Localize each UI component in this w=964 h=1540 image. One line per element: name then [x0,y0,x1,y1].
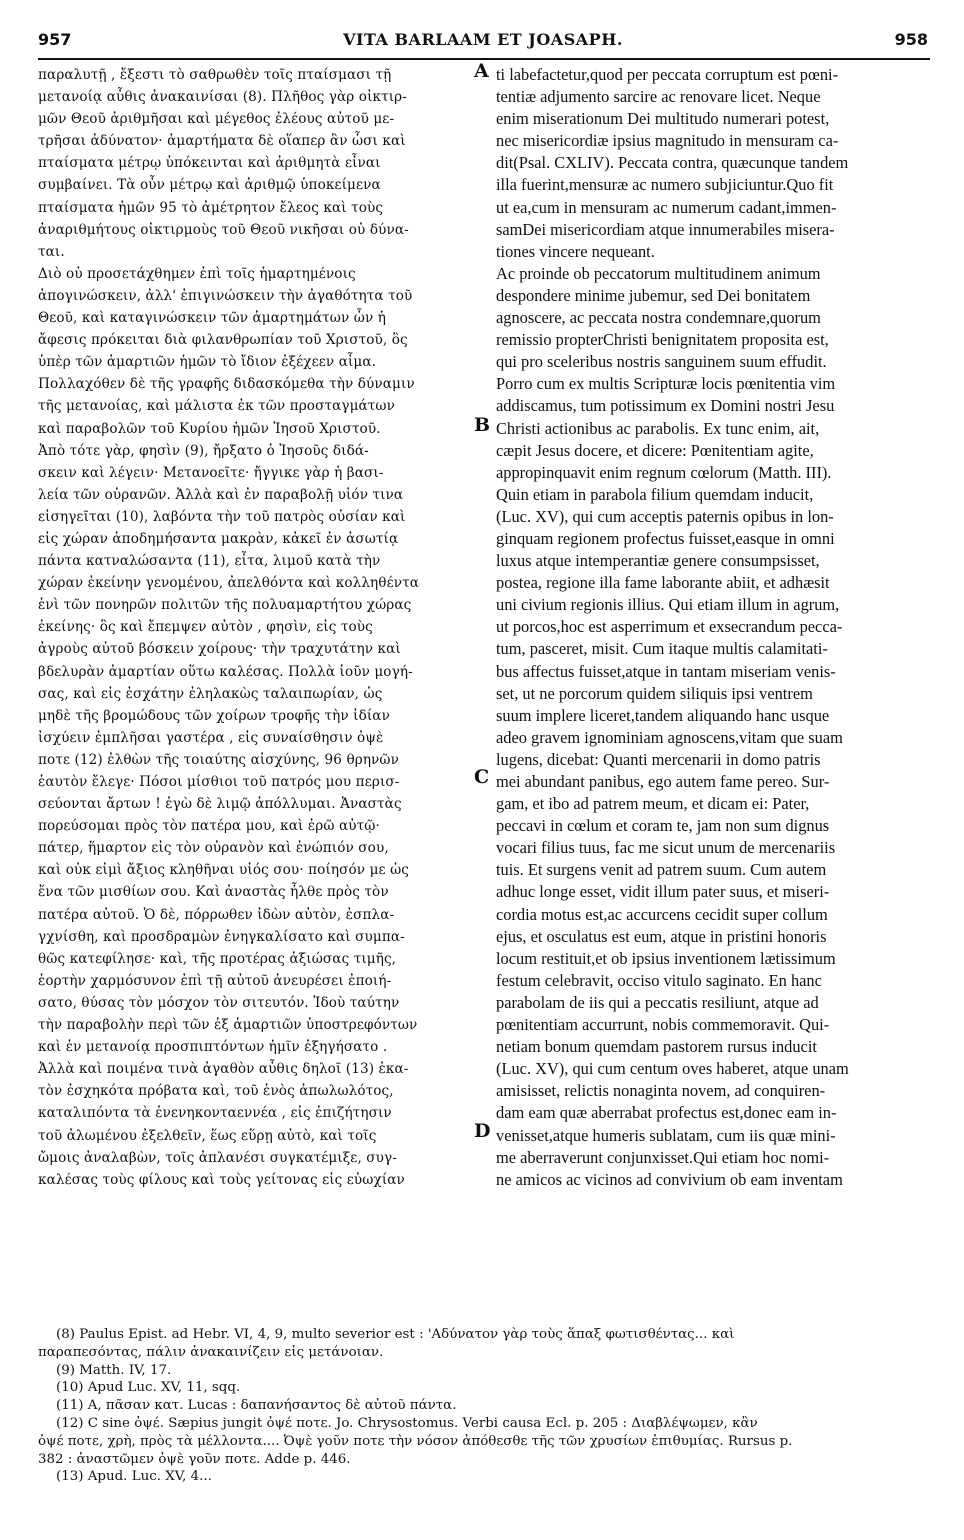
latin-text-line: dit(Psal. CXLIV). Peccata contra, quæcunque tandem [496,153,849,173]
greek-text-line: ἑνὶ τῶν πονηρῶν πολιτῶν τῆς πολυαμαρτήτου χώρας [38,597,412,614]
section-marker-b: B [474,414,491,436]
greek-text-line: τὸν ἐσχηκότα πρόβατα καὶ, τοῦ ἑνὸς ἀπωλωλότος, [38,1083,394,1100]
greek-text-line: τὴν παραβολὴν περὶ τῶν ἐξ ἁμαρτιῶν ὑποστρεφόντων [38,1017,418,1034]
latin-text-line: remissio propterChristi benignitatem proposita est, [496,330,829,350]
greek-text-line: σκειν καὶ λέγειν· Μετανοεῖτε· ἤγγικε γὰρ ἡ βασι- [38,464,384,481]
latin-text-line: locum restituit,et ob ipsius inventionem lætissimum [496,948,836,968]
footnote-line: (13) Apud. Luc. XV, 4... [56,1469,212,1485]
greek-text-line: Διὸ οὐ προσετάχθημεν ἐπὶ τοῖς ἡμαρτημένοις [38,265,356,282]
greek-text-line: θῶς κατεφίλησε· καὶ, τῆς προτέρας ἀξιώσας τιμῆς, [38,950,397,967]
greek-text-line: ὤμοις ἀναλαβὼν, τοῖς ἀπλανέσι συγκατέμιξε, συγ- [38,1149,397,1166]
latin-text-line: amisisset, relictis nonaginta novem, ad conquiren- [496,1081,826,1101]
greek-text-line: ἑορτὴν χαρμόσυνον ἐπὶ τῇ αὐτοῦ ἀνευρέσει ἐποιή- [38,972,392,989]
greek-text-line: ἐκείνης· ὃς καὶ ἔπεμψεν αὐτὸν , φησὶν, εἰς τοὺς [38,619,373,636]
latin-text-line: ti labefactetur,quod per peccata corruptum est pœni- [496,65,839,84]
latin-text-line: suum implere liceret,tandem aliquando hanc usque [496,705,830,725]
latin-text-line: uni civium regionis illius. Qui etiam illum in agrum, [496,595,840,615]
latin-text-line: venisset,atque humeris sublatam, cum iis quæ mini- [496,1125,836,1145]
page-number-right: 958 [894,30,928,49]
greek-text-line: χώραν ἐκείνην γενομένου, ἀπελθόντα καὶ κολληθέντα [38,575,419,592]
latin-text-line: mei abundant panibus, ego autem fame pereo. Sur- [496,772,830,791]
greek-text-line: πάτερ, ἥμαρτον εἰς τὸν οὐρανὸν καὶ ἐνώπιόν σου, [38,840,389,857]
greek-text-line: ἕνα τῶν μισθίων σου. Καὶ ἀναστὰς ἦλθε πρὸς τὸν [38,884,389,901]
greek-text-line: μῶν Θεοῦ ἀριθμῆσαι καὶ μέγεθος ἐλέους αὐτοῦ με- [38,111,395,128]
latin-text-line: festum celebravit, occiso vitulo saginato. En hanc [496,970,822,990]
greek-text-line: πταίσματα ἡμῶν 95 τὸ ἀμέτρητον ἔλεος καὶ τοὺς [38,199,384,216]
footnote-line: 382 : ἀναστῶμεν ὀψὲ γοῦν ποτε. Adde p. 446. [38,1451,351,1467]
latin-text-line: ejus, et osculatus est eum, atque in pristini honoris [496,926,827,946]
footnote-line: (8) Paulus Epist. ad Hebr. VI, 4, 9, multo severior est : 'Αδύνατον γὰρ τοὺς ἅπαξ φωτισθέντας... καὶ [56,1327,735,1342]
greek-text-line: βδελυρὰν ἁμαρτίαν οὕτω καλέσας. Πολλὰ ἰοῦν μογή- [38,663,413,680]
latin-text-line: ut ea,cum in mensuram ac numerum cadant,immen- [496,197,837,217]
greek-text-line: σας, καὶ εἰς ἐσχάτην ἐληλακὼς ταλαιπωρίαν, ὡς [38,685,383,702]
greek-text-line: τῆς μετανοίας, καὶ μάλιστα ἐκ τῶν προσταγμάτων [38,398,395,415]
footnote-line: (12) C sine ὀψέ. Sæpius jungit ὀψέ ποτε. Jo. Chrysostomus. Verbi causa Ecl. p. 205 : Διαβλέψωμεν, κἂν [56,1415,758,1431]
latin-text-line: ginquam regionem profectus fuisset,easque in omni [496,528,835,548]
running-title: VITA BARLAAM ET JOASAPH. [343,30,623,49]
greek-text-line: καταλιπόντα τὰ ἐνενηκονταεννέα , εἰς ἐπιζήτησιν [38,1105,392,1122]
greek-text-line: πορεύσομαι πρὸς τὸν πατέρα μου, καὶ ἐρῶ αὐτῷ· [38,818,380,835]
latin-text-line: addiscamus, tum potissimum ex Domini nostri Jesu [496,396,835,416]
greek-text-line: πάντα κατναλώσαντα (11), εἶτα, λιμοῦ κατὰ τὴν [38,553,381,570]
greek-text-line: καὶ ἐν μετανοίᾳ προσπιπτόντων ἡμῖν ἐξηγήσατο . [38,1039,388,1056]
footnote-line: (10) Apud Luc. XV, 11, sqq. [56,1380,241,1396]
greek-text-line: Ἀπὸ τότε γὰρ, φησὶν (9), ἤρξατο ὁ Ἰησοῦς διδά- [38,442,369,459]
latin-text-line: despondere minime jubemur, sed Dei bonitatem [496,285,811,305]
greek-text-line: λεία τῶν οὐρανῶν. Ἀλλὰ καὶ ἐν παραβολῇ υἱόν τινα [38,486,404,503]
greek-text-line: καὶ παραβολῶν τοῦ Κυρίου ἡμῶν Ἰησοῦ Χριστοῦ. [38,420,381,437]
greek-text-line: σεύονται ἄρτων ! ἐγὼ δὲ λιμῷ ἀπόλλυμαι. Ἀναστὰς [38,796,402,813]
latin-text-line: Quin etiam in parabola filium quemdam inducit, [496,484,814,504]
footnote-line: ὀψέ ποτε, χρὴ, πρὸς τὰ μέλλοντα.... Ὀψὲ γοῦν ποτε τὴν νόσον ἀπόθεσθε τῆς τῶν χρυσίων ἐπιθυμίας. Rursus p. [38,1433,793,1449]
greek-text-line: σατο, θύσας τὸν μόσχον τὸν σιτευτόν. Ἰδοὺ ταύτην [38,994,400,1011]
footnote-line: (9) Matth. IV, 17. [56,1362,172,1378]
greek-text-line: Θεοῦ, καὶ καταγινώσκειν τῶν ἁμαρτημάτων ὧν ἡ [38,310,386,327]
greek-text-line: ἰσχύειν ἐμπλῆσαι γαστέρα , εἰς συναίσθησιν ὀψὲ [38,729,384,746]
footnotes [38,1326,930,1486]
greek-text-line: μετανοίᾳ αὖθις ἀνακαινίσαι (8). Πλῆθος γὰρ οἰκτιρ- [38,89,407,106]
section-marker-a: A [474,60,489,82]
greek-text-line: ἑαυτὸν ἔλεγε· Πόσοι μίσθιοι τοῦ πατρός μου περισ- [38,774,400,790]
latin-text-line: me aberraverunt conjunxisset.Qui etiam hoc nomi- [496,1147,830,1167]
latin-text-line: pœnitentiam accurrunt, nobis commemoravit. Qui- [496,1015,830,1035]
footnote-line: (11) A, πᾶσαν κατ. Lucas : δαπανήσαντος δὲ αὐτοῦ πάντα. [56,1398,457,1414]
latin-text-line: samDei misericordiam atque innumerabiles misera- [496,219,835,239]
latin-column [496,64,930,1191]
latin-text-line: agnoscere, ac peccata nostra condemnare,quorum [496,308,821,328]
greek-text-line: ποτε (12) ἐλθὼν τῆς τοιαύτης αἰσχύνης, 96 θρηνῶν [38,751,399,768]
latin-text-line: set, ut ne porcorum quidem siliquis ipsi ventrem [496,683,813,703]
latin-text-line: adhuc longe esset, vidit illum pater suus, et miseri- [496,882,830,902]
latin-text-line: appropinquavit enim regnum cœlorum (Matth. III). [496,462,832,482]
greek-text-line: τοῦ ἀλωμένου ἐξελθεῖν, ἕως εὕρῃ αὐτὸ, καὶ τοῖς [38,1127,377,1144]
greek-text-line: Πολλαχόθεν δὲ τῆς γραφῆς διδασκόμεθα τὴν δύναμιν [38,376,415,393]
footnote-line: παραπεσόντας, πάλιν ἀνακαινίζειν εἰς μετάνοιαν. [38,1344,384,1360]
latin-text-line: nec misericordiæ ipsius magnitudo in mensuram ca- [496,131,839,151]
greek-text-line: πταίσματα μέτρῳ ὑπόκεινται καὶ ἀριθμητὰ εἶναι [38,155,381,172]
latin-text-line: netiam bonum quemdam pastorem rursus inducit [496,1037,817,1057]
latin-text-line: ne amicos ac vicinos ad convivium ob eam inventam [496,1169,843,1189]
greek-text-line: ται. [38,243,65,260]
latin-text-line: cæpit Jesus docere, et dicere: Pœnitentiam agite, [496,440,814,460]
greek-column [38,64,470,1191]
latin-text-line: (Luc. XV), qui cum acceptis paternis opibus in lon- [496,506,834,526]
greek-text-line: μηδὲ τῆς βρομώδους τῶν χοίρων τροφῆς τὴν ἰδίαν [38,707,390,724]
latin-text-line: Christi actionibus ac parabolis. Ex tunc enim, ait, [496,418,820,438]
greek-text-line: καὶ οὐκ εἰμὶ ἄξιος κληθῆναι υἱός σου· ποίησόν με ὡς [38,862,409,879]
greek-text-line: ἀγροὺς αὐτοῦ βόσκειν χοίρους· τὴν τραχυτάτην καὶ [38,641,401,658]
greek-text-line: εἰσηγεῖται (10), λαβόντα τὴν τοῦ πατρὸς οὐσίαν καὶ [38,508,406,525]
latin-text-line: gam, et ibo ad patrem meum, et dicam ei: Pater, [496,794,810,814]
latin-text-line: ut porcos,hoc est asperrimum et exsecrandum pecca- [496,617,843,637]
latin-text-line: tum, pasceret, misit. Cum itaque multis calamitati- [496,639,828,659]
greek-text-line: Ἀλλὰ καὶ ποιμένα τινὰ ἀγαθὸν αὖθις δηλοῖ (13) ἑκα- [38,1061,409,1078]
latin-text-line: bus affectus fuisset,atque in tantam miseriam venis- [496,661,836,681]
latin-text-line: vocari filius tuus, fac me sicut unum de mercenariis [496,838,836,858]
greek-text-line: γχνίσθη, καὶ προσδραμὼν ἐνηγκαλίσατο καὶ συμπα- [38,928,405,945]
page-number-left: 957 [38,30,72,49]
latin-text-line: adeo gravem ignominiam agnoscens,vitam que suam [496,727,843,747]
greek-text-line: συμβαίνει. Τὰ οὖν μέτρῳ καὶ ἀριθμῷ ὑποκείμενα [38,177,381,194]
latin-text-line: lugens, dicebat: Quanti mercenarii in domo patris [496,749,821,769]
greek-text-line: ἄφεσις πρόκειται διὰ φιλανθρωπίαν τοῦ Χριστοῦ, ὃς [38,332,408,349]
latin-text-line: qui pro sceleribus nostris sanguinem suum effudit. [496,352,827,372]
latin-text-line: (Luc. XV), qui cum centum oves haberet, atque unam [496,1059,849,1079]
greek-text-line: εἰς χώραν ἀποδημήσαντα μακρὰν, κἀκεῖ ἐν ἀσωτίᾳ [38,530,399,547]
latin-text-line: tentiæ adjumento sarcire ac renovare licet. Neque [496,87,821,107]
latin-text-line: tiones vincere nequeant. [496,241,655,261]
greek-text-line: ὑπὲρ τῶν ἁμαρτιῶν ἡμῶν τὸ ἴδιον ἐξέχεεν αἷμα. [38,354,377,371]
latin-text-line: illa fuerint,mensuræ ac numero subjiciuntur.Quo fit [496,175,834,195]
latin-text-line: peccavi in cœlum et coram te, jam non sum dignus [496,816,830,836]
latin-text-line: Ac proinde ob peccatorum multitudinem animum [496,263,821,283]
greek-text-line: τρῆσαι ἀδύνατον· ἁμαρτήματα δὲ οἵαπερ ἂν ὦσι καὶ [38,133,406,150]
section-marker-d: D [474,1120,491,1142]
latin-text-line: Porro cum ex multis Scripturæ locis pœnitentia vim [496,374,836,394]
latin-text-line: cordia motus est,ac accurcens cecidit super collum [496,904,828,924]
latin-text-line: tuis. Et surgens venit ad patrem suum. Cum autem [496,860,827,880]
latin-text-line: parabolam de iis qui a peccatis resiliunt, atque ad [496,992,819,1012]
greek-text-line: ἀναριθμήτους οἰκτιρμοὺς τοῦ Θεοῦ νικῆσαι οὐ δύνα- [38,221,409,238]
greek-text-line: ἀπογινώσκειν, ἀλλ' ἐπιγινώσκειν τὴν ἀγαθότητα τοῦ [38,287,413,304]
greek-text-line: πατέρα αὐτοῦ. Ὁ δὲ, πόρρωθεν ἰδὼν αὐτὸν, ἐσπλα- [38,906,395,923]
greek-text-line: παραλυτῇ , ἔξεστι τὸ σαθρωθὲν τοῖς πταίσμασι τῇ [38,67,392,83]
latin-text-line: dam eam quæ aberrabat profectus est,donec eam in- [496,1103,837,1123]
latin-text-line: enim miserationum Dei multitudo numerari potest, [496,109,830,129]
latin-text-line: luxus atque intemperantiæ genere consumpsisset, [496,551,820,571]
latin-text-line: postea, regione illa fame laborante abiit, et adhæsit [496,573,830,593]
greek-text-line: καλέσας τοὺς φίλους καὶ τοὺς γείτονας εἰς εὐωχίαν [38,1171,405,1188]
section-marker-c: C [474,766,490,788]
